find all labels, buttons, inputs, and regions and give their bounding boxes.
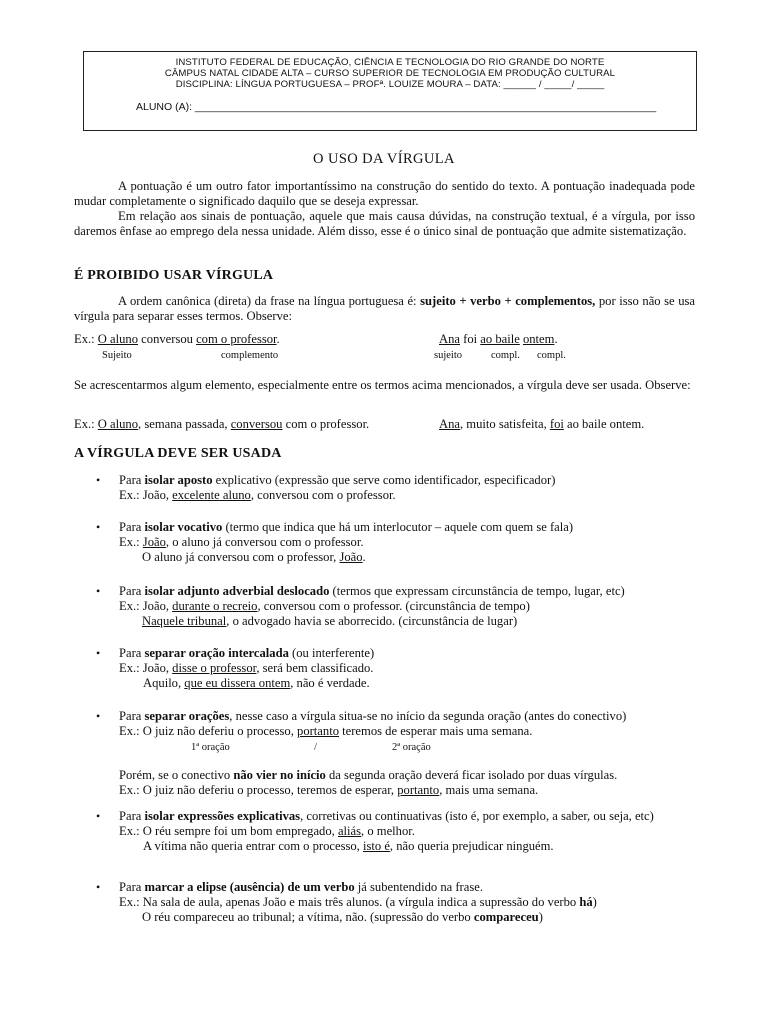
canonical-text-c: por isso não se usa vírgula para separar esses termos. Observe:: [74, 294, 695, 323]
institution-line: INSTITUTO FEDERAL DE EDUCAÇÃO, CIÊNCIA E TECNOLOGIA DO RIO GRANDE DO NORTE: [175, 57, 605, 68]
label-sujeito-2: sujeito: [434, 350, 462, 361]
discipline-line: DISCIPLINA: LÍNGUA PORTUGUESA – PROFª. LOUIZE MOURA – DATA: ______ / _____/ _____: [175, 79, 605, 90]
example-text: , o aluno já conversou com o professor.: [165, 535, 364, 549]
example-text: O réu compareceu ao tribunal; a vítima, não. (supressão do verbo: [142, 910, 474, 924]
example-underlined: disse o professor: [172, 661, 257, 675]
example-text: , conversou com o professor. (circunstância de tempo): [257, 599, 530, 613]
item-text: da segunda oração deverá ficar isolado por duas vírgulas.: [325, 768, 618, 782]
item-text: Para: [119, 880, 145, 894]
add-element-paragraph: Se acrescentarmos algum elemento, especialmente entre os termos acima mencionados, a vírgula deve ser usada. Observe:: [74, 378, 691, 392]
example-text: , o melhor.: [361, 824, 415, 838]
item-text: Para: [119, 646, 145, 660]
example-underlined: portanto: [297, 724, 339, 738]
item-text: Para: [119, 584, 145, 598]
header-box: [83, 51, 697, 131]
canonical-order-paragraph: [74, 294, 695, 324]
ex1-complement: com o professor: [196, 332, 277, 346]
item-text: explicativo (expressão que serve como identificador, especificador): [212, 473, 556, 487]
example-text: , será bem classificado.: [256, 661, 374, 675]
example-2: [439, 332, 558, 347]
ex2-compl-1: ao baile: [480, 332, 520, 346]
bullet-icon: •: [96, 473, 101, 487]
label-2a-oracao: 2ª oração: [392, 742, 431, 753]
item-text: Para: [119, 520, 145, 534]
example-bold: compareceu: [473, 910, 539, 924]
example-3: [74, 417, 369, 432]
item-keyword: isolar aposto: [144, 473, 213, 487]
example-text: A vítima não queria entrar com o processo,: [143, 839, 363, 853]
student-name-line: ALUNO (A): _______________________________________________________________________________: [136, 101, 657, 113]
example-text: ): [538, 910, 543, 924]
item-text: , nesse caso a vírgula situa-se no início da segunda oração (antes do conectivo): [229, 709, 627, 723]
example-4: [439, 417, 644, 432]
bullet-icon: •: [96, 584, 101, 598]
ex-label: Ex.:: [74, 417, 98, 431]
example-text: , conversou com o professor.: [250, 488, 396, 502]
ex4-subject: Ana: [439, 417, 460, 431]
example-underlined: isto é: [362, 839, 390, 853]
ex1-verb: conversou: [138, 332, 197, 346]
example-underlined: aliás: [337, 824, 362, 838]
example-text: teremos de esperar mais uma semana.: [339, 724, 533, 738]
example-text: Ex.: Na sala de aula, apenas João e mais três alunos. (a vírgula indica a supressão do verbo: [119, 895, 580, 909]
label-compl-2: compl.: [537, 350, 566, 361]
item-text: (termo que indica que há um interlocutor – aquele com quem se fala): [222, 520, 574, 534]
list-item-aposto: [119, 473, 695, 503]
list-item-intercalada: [119, 646, 695, 691]
example-text: , não queria prejudicar ninguém.: [389, 839, 554, 853]
example-underlined: Naquele tribunal: [142, 614, 227, 628]
ex2-period: .: [554, 332, 558, 346]
example-text: , mais uma semana.: [439, 783, 539, 797]
ex1-subject: O aluno: [97, 332, 139, 346]
example-text: Ex.: O réu sempre foi um bom empregado,: [119, 824, 338, 838]
ex2-subject: Ana: [439, 332, 460, 346]
example-text: , o advogado havia se aborrecido. (circunstância de lugar): [226, 614, 518, 628]
ex1-period: .: [276, 332, 280, 346]
intro-paragraph-2: Em relação aos sinais de pontuação, aquele que mais causa dúvidas, na construção textual, é a vírgula, por isso daremos ênfase ao emprego dela nessa unidade. Além disso, esse é o único sinal de pontuação que admite sistematização.: [74, 209, 695, 238]
example-1: [74, 332, 280, 347]
example-underlined: João: [339, 550, 363, 564]
ex-label: Ex.:: [74, 332, 98, 346]
example-text: ): [592, 895, 597, 909]
bullet-icon: •: [96, 809, 101, 823]
ex4-insert: , muito satisfeita,: [459, 417, 550, 431]
example-text: Ex.: João,: [119, 599, 173, 613]
item-keyword: isolar vocativo: [144, 520, 223, 534]
example-underlined: excelente aluno: [172, 488, 251, 502]
bullet-icon: •: [96, 709, 101, 723]
item-keyword: marcar a elipse (ausência) de um verbo: [144, 880, 355, 894]
item-keyword: não vier no início: [233, 768, 326, 782]
example-text: Ex.: O juiz não deferiu o processo,: [119, 724, 298, 738]
ex3-insert: , semana passada,: [138, 417, 231, 431]
example-text: Ex.: João,: [119, 661, 173, 675]
label-sujeito-1: Sujeito: [102, 350, 132, 361]
item-keyword: separar oração intercalada: [144, 646, 289, 660]
ex2-compl-2: ontem: [522, 332, 555, 346]
item-keyword: isolar expressões explicativas: [144, 809, 301, 823]
label-compl-1: compl.: [491, 350, 520, 361]
item-text: Para: [119, 473, 145, 487]
example-text: O aluno já conversou com o professor,: [142, 550, 340, 564]
example-text: , não é verdade.: [290, 676, 370, 690]
bullet-icon: •: [96, 646, 101, 660]
ex4-verb: foi: [549, 417, 564, 431]
example-text: .: [362, 550, 366, 564]
canonical-text-bold: sujeito + verbo + complementos,: [420, 294, 596, 308]
example-underlined: que eu dissera ontem: [184, 676, 291, 690]
example-text: Ex.: João,: [119, 488, 173, 502]
label-1a-oracao: 1ª oração: [191, 742, 230, 753]
example-underlined: durante o recreio: [172, 599, 258, 613]
list-item-oracoes: [119, 709, 695, 739]
example-bold: há: [579, 895, 593, 909]
section-heading-must-use: A VÍRGULA DEVE SER USADA: [74, 446, 282, 461]
intro-paragraph-1: A pontuação é um outro fator importantíssimo na construção do sentido do texto. A pontuação inadequada pode mudar completamente o significado daquilo que se deseja expressar.: [74, 179, 695, 208]
example-text: Ex.:: [119, 535, 143, 549]
item-text: Para: [119, 709, 145, 723]
item-text: Porém, se o conectivo: [119, 768, 234, 782]
ex3-subject: O aluno: [97, 417, 139, 431]
ex2-verb: foi: [459, 332, 481, 346]
item-keyword: separar orações: [144, 709, 230, 723]
bullet-icon: •: [96, 520, 101, 534]
page-title: O USO DA VÍRGULA: [313, 151, 455, 167]
ex3-rest: com o professor.: [282, 417, 370, 431]
list-item-elipse: [119, 880, 695, 925]
ex3-verb: conversou: [230, 417, 283, 431]
list-item-vocativo: [119, 520, 695, 565]
item-text: , corretivas ou continuativas (isto é, por exemplo, a saber, ou seja, etc): [300, 809, 654, 823]
item-text: já subentendido na frase.: [354, 880, 483, 894]
example-text: Ex.: O juiz não deferiu o processo, teremos de esperar,: [119, 783, 398, 797]
example-underlined: João: [142, 535, 166, 549]
canonical-text-a: A ordem canônica (direta) da frase na língua portuguesa é:: [118, 294, 421, 308]
label-complemento: complemento: [221, 350, 279, 361]
item-text: (termos que expressam circunstância de tempo, lugar, etc): [329, 584, 625, 598]
item-text: (ou interferente): [288, 646, 375, 660]
item-text: Para: [119, 809, 145, 823]
bullet-icon: •: [96, 880, 101, 894]
item-keyword: isolar adjunto adverbial deslocado: [144, 584, 330, 598]
ex4-rest: ao baile ontem.: [563, 417, 645, 431]
example-underlined: portanto: [397, 783, 440, 797]
section-heading-prohibited: É PROIBIDO USAR VÍRGULA: [74, 268, 274, 283]
label-slash: /: [314, 742, 317, 753]
list-item-oracoes-cont: [119, 768, 695, 798]
campus-line: CÂMPUS NATAL CIDADE ALTA – CURSO SUPERIOR DE TECNOLOGIA EM PRODUÇÃO CULTURAL: [164, 68, 616, 79]
list-item-adjunto: [119, 584, 695, 629]
example-text: Aquilo,: [143, 676, 185, 690]
list-item-explicativas: [119, 809, 695, 854]
